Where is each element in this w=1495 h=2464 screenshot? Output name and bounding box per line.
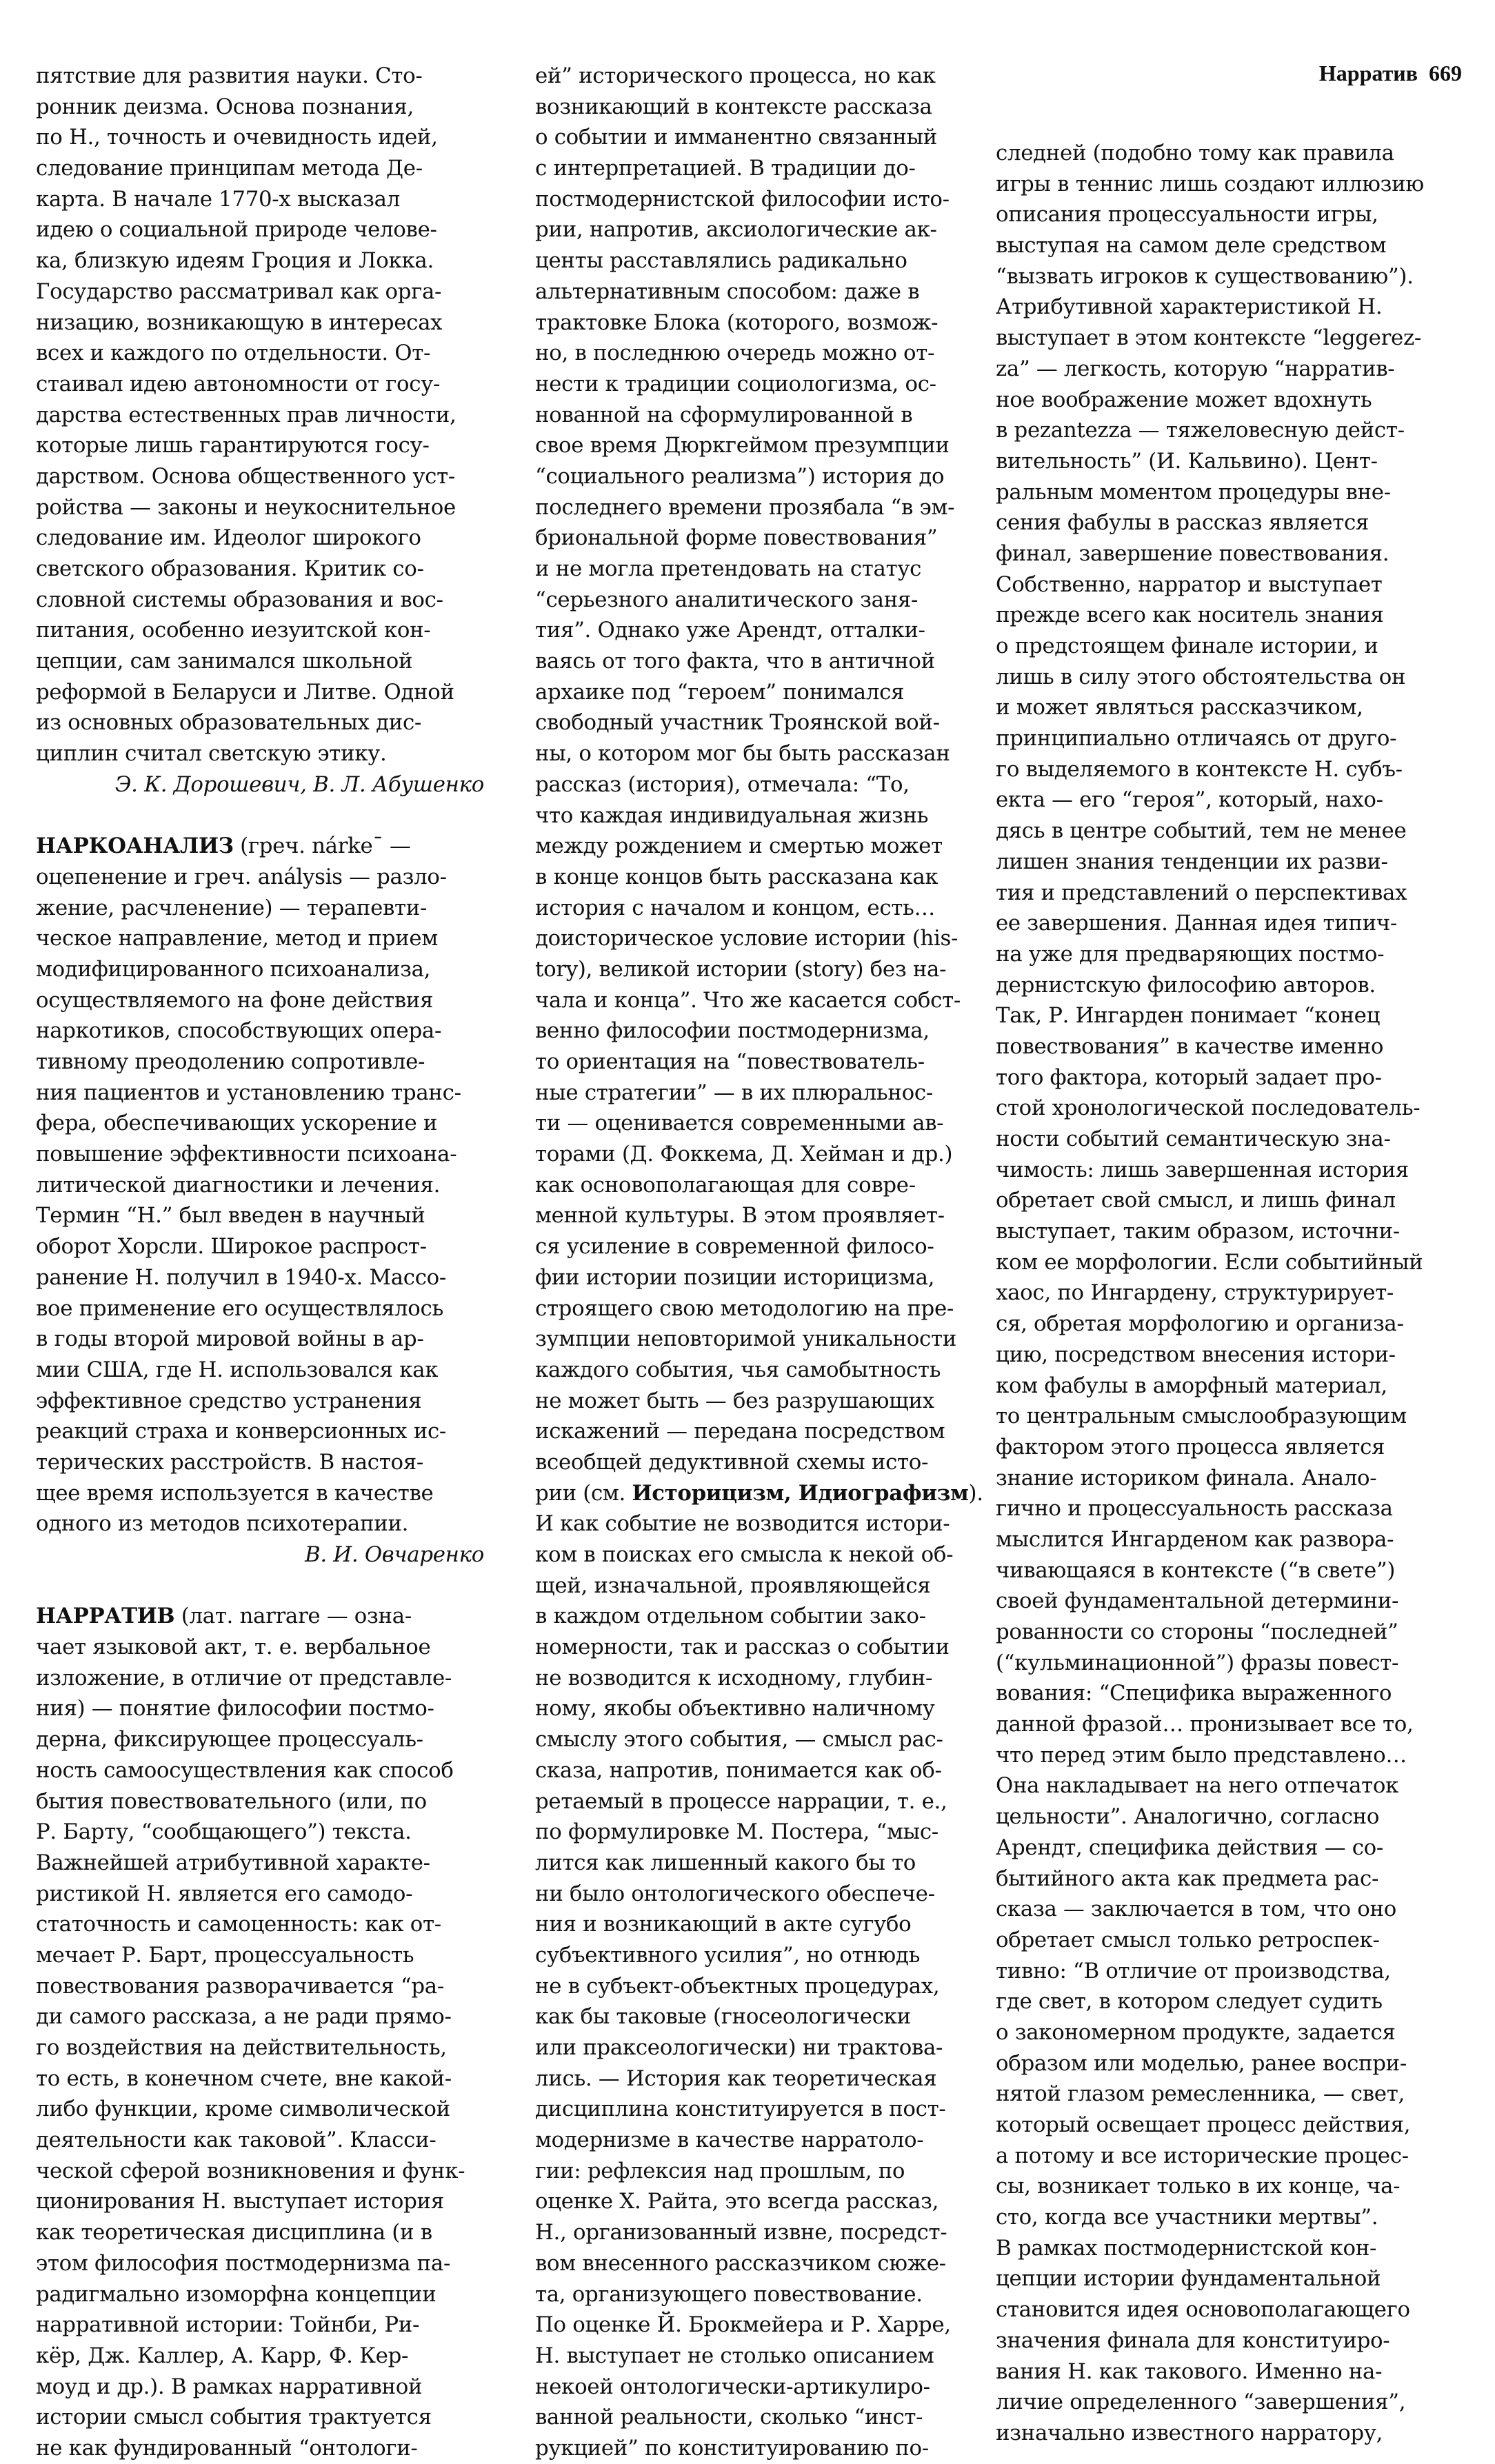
text-line: по Н., точность и очевидность идей,	[36, 125, 438, 150]
text-line: вания Н. как такового. Именно на-	[996, 2359, 1383, 2384]
text-line: щее время используется в качестве	[36, 1480, 434, 1506]
text-line: то ориентация на “повествователь-	[535, 1049, 925, 1074]
author-signature-1: Э. К. Дорошевич, В. Л. Абушенко	[114, 771, 484, 797]
text-line: ческой сферой возникновения и функ-	[36, 2158, 465, 2183]
text-line: фера, обеспечивающих ускорение и	[36, 1111, 438, 1136]
text-line: ному, якобы объективно наличному	[535, 1696, 935, 1721]
text-line: питания, особенно иезуитской кон-	[36, 618, 431, 643]
text-line: ванной реальности, сколько “инст-	[535, 2405, 923, 2430]
text-line: по формулировке М. Постера, “мыс-	[535, 1819, 939, 1845]
text-line: значения финала для конституиро-	[996, 2327, 1390, 2353]
text-line: принципиально отличаясь от друго-	[996, 726, 1397, 751]
text-line: данной фразой… пронизывает все то,	[996, 1712, 1414, 1737]
text-line: субъективного усилия”, но отнюдь	[535, 1942, 921, 1968]
text-line: ди самого рассказа, а не ради прямо-	[36, 2004, 452, 2030]
text-line: ни было онтологического обеспече-	[535, 1881, 935, 1906]
text-line: ные стратегии” — в их плюральнос-	[535, 1080, 933, 1105]
text-line: смыслу этого события, — смысл рас-	[535, 1727, 943, 1753]
text-segment: (лат. narrare — озна-	[174, 1604, 412, 1629]
text-line: на уже для предваряющих постмо-	[996, 941, 1385, 967]
text-line: ния пациентов и установлению транс-	[36, 1080, 461, 1105]
text-line: модифицированного психоанализа,	[36, 956, 431, 982]
text-line: каждого события, чья самобытность	[535, 1357, 941, 1382]
text-line: своей фундаментальной детермини-	[996, 1588, 1399, 1614]
text-line: рассказ (история), отмечала: “То,	[535, 771, 910, 797]
column-3	[996, 138, 1444, 2449]
text-line: финал, завершение повествования.	[996, 541, 1389, 566]
text-line: следней (подобно тому как правила	[996, 141, 1394, 165]
author-signature-2: В. И. Овчаренко	[305, 1542, 484, 1567]
text-line: та, организующего повествование.	[535, 2281, 923, 2307]
text-line: между рождением и смертью может	[535, 834, 943, 859]
entry-gap	[36, 800, 484, 831]
text-line: следование принципам метода Де-	[36, 156, 423, 181]
text-line: знание историком финала. Анало-	[996, 1465, 1377, 1491]
text-line: цепции, сам занимался школьной	[36, 649, 413, 674]
text-line: дернистскую философию авторов.	[996, 972, 1376, 998]
text-line: цепции истории фундаментальной	[996, 2266, 1381, 2292]
text-line: za” — легкость, которую “нарратив-	[996, 356, 1395, 381]
text-line: ся усиление в современной филосо-	[535, 1234, 934, 1260]
text-line: искажений — передана посредством	[535, 1419, 945, 1444]
text-line: (“кульминационной”) фразы повест-	[996, 1650, 1399, 1675]
text-line: гии: рефлексия над прошлым, по	[535, 2158, 905, 2183]
text-line: в каждом отдельном событии зако-	[535, 1604, 926, 1629]
text-line: где свет, в котором следует судить	[996, 1989, 1383, 2014]
text-line: личие определенного “завершения”,	[996, 2390, 1406, 2415]
text-line: в конце концов быть рассказана как	[535, 864, 939, 889]
text-line: вительность” (И. Кальвино). Цент-	[996, 448, 1378, 474]
text-line: повышение эффективности психоана-	[36, 1142, 457, 1167]
text-line: кёр, Дж. Каллер, А. Карр, Ф. Кер-	[36, 2343, 409, 2368]
text-line: венно философии постмодернизма,	[535, 1018, 930, 1044]
text-line: ронник деизма. Основа познания,	[36, 94, 414, 119]
text-line: И как событие не возводится истори-	[535, 1511, 950, 1537]
text-line: ком в поисках его смысла к некой об-	[535, 1542, 954, 1567]
text-line: описания процессуальности игры,	[996, 202, 1378, 228]
text-line: менной культуры. В этом проявляет-	[535, 1203, 945, 1229]
text-line: повествования” в качестве именно	[996, 1033, 1384, 1059]
text-line: не как фундированный “онтологи-	[36, 2435, 418, 2461]
text-line: Р. Барту, “сообщающего”) текста.	[36, 1819, 412, 1845]
text-line: тия и представлений о перспективах	[996, 880, 1407, 905]
entry-gap	[36, 1571, 484, 1602]
text-line: нарративной истории: Тойнби, Ри-	[36, 2312, 420, 2338]
text-line: щей, изначальной, проявляющейся	[535, 1573, 931, 1598]
text-line: тивно: “В отличие от производства,	[996, 1958, 1391, 1983]
text-line: реформой в Беларуси и Литве. Одной	[36, 679, 454, 705]
text-line: лишен знания тенденции их разви-	[996, 849, 1388, 874]
text-line: низацию, возникающую в интересах	[36, 310, 443, 335]
text-line: становится идея основополагающего	[996, 2297, 1410, 2323]
entry-title-narrativ: НАРРАТИВ	[36, 1604, 175, 1629]
text-line: выступая на самом деле средством	[996, 233, 1387, 259]
text-line: ционирования Н. выступает история	[36, 2189, 444, 2214]
text-line: обретает смысл только ретроспек-	[996, 1927, 1380, 1952]
text-line: пятствие для развития науки. Сто-	[36, 63, 423, 88]
text-line: которые лишь гарантируются госу-	[36, 433, 430, 458]
text-line: свободный участник Троянской вой-	[535, 710, 940, 736]
text-line: Важнейшей атрибутивной характе-	[36, 1850, 430, 1875]
text-line: прежде всего как носитель знания	[996, 603, 1384, 628]
text-line: мии США, где Н. использовался как	[36, 1357, 439, 1382]
text-line: ния и возникающий в акте сугубо	[535, 1912, 912, 1937]
text-line: а потому и все исторические процес-	[996, 2143, 1409, 2168]
text-line: торами (Д. Фоккема, Д. Хейман и др.)	[535, 1142, 953, 1167]
text-line: этом философия постмодернизма па-	[36, 2250, 451, 2276]
text-line: идею о социальной природе челове-	[36, 217, 437, 243]
text-line: “серьезного аналитического заня-	[535, 587, 919, 612]
text-line: хаос, по Ингардену, структурирует-	[996, 1280, 1394, 1306]
text-line: как бы таковые (гносеологически	[535, 2004, 911, 2030]
text-line: истории смысл события трактуется	[36, 2405, 432, 2430]
text-line: ральным моментом процедуры вне-	[996, 479, 1391, 505]
text-line: дисциплина конституируется в пост-	[535, 2097, 946, 2122]
text-line: словной системы образования и вос-	[36, 587, 443, 612]
text-line: вования: “Специфика выраженного	[996, 1681, 1392, 1706]
text-line: Н. выступает не столько описанием	[535, 2343, 934, 2368]
text-line: рукцией” по конституированию по-	[535, 2435, 929, 2461]
text-line: Государство рассматривал как орга-	[36, 279, 442, 304]
text-line: статочность и самоценность: как от-	[36, 1912, 441, 1937]
text-line: сказа, напротив, понимается как об-	[535, 1757, 942, 1783]
text-line: терических расстройств. В настоя-	[36, 1449, 423, 1475]
text-line: история с началом и концом, есть…	[535, 895, 935, 920]
text-line: ком ее морфологии. Если событийный	[996, 1249, 1423, 1275]
text-line: о закономерном продукте, задается	[996, 2019, 1396, 2045]
text-line: всеобщей дедуктивной схемы исто-	[535, 1449, 929, 1475]
text-line: рии, напротив, аксиологические ак-	[535, 217, 937, 243]
entry-narkoanaliz	[36, 831, 484, 1539]
text-line: который освещает процесс действия,	[996, 2112, 1411, 2137]
text-line: тивному преодолению сопротивле-	[36, 1049, 425, 1074]
text-line: или праксеологически) ни трактова-	[535, 2035, 943, 2060]
text-line: сказа — заключается в том, что оно	[996, 1897, 1397, 1922]
text-line: цельности”. Аналогично, согласно	[996, 1804, 1380, 1830]
text-line: Термин “Н.” был введен в научный	[36, 1203, 425, 1229]
text-line: не может быть — без разрушающих	[535, 1388, 934, 1413]
text-line: ческое направление, метод и прием	[36, 926, 438, 951]
column-1	[36, 61, 484, 2464]
text-segment: ).	[968, 1480, 983, 1506]
text-line: в pezantezza — тяжеловесную дейст-	[996, 418, 1405, 443]
text-line: ее завершения. Данная идея типич-	[996, 911, 1398, 936]
text-line: то есть, в конечном счете, вне какой-	[36, 2066, 452, 2091]
text-line: архаике под “героем” понимался	[535, 679, 905, 705]
text-line: радигмально изоморфна концепции	[36, 2281, 437, 2307]
text-line: некоей онтологически-артикулиро-	[535, 2374, 930, 2399]
text-line: выступает, таким образом, источни-	[996, 1219, 1400, 1244]
text-line: вом внесенного рассказчиком сюже-	[535, 2250, 946, 2276]
text-line: не возводится к исходному, глубин-	[535, 1665, 933, 1690]
text-line: свое время Дюркгеймом презумпции	[535, 433, 950, 458]
text-line: зумпции неповторимой уникальности	[535, 1326, 956, 1352]
text-line: Арендт, специфика действия — со-	[996, 1835, 1383, 1860]
text-line: повествования разворачивается “ра-	[36, 1973, 444, 1999]
text-line: дарства естественных прав личности,	[36, 402, 456, 427]
text-line: стаивал идею автономности от госу-	[36, 371, 441, 396]
text-line: Атрибутивной характеристикой Н.	[996, 294, 1383, 320]
entry-narrativ	[36, 1601, 484, 2463]
see-also-line	[535, 1478, 983, 1509]
text-line: мыслится Ингарденом как развора-	[996, 1526, 1394, 1552]
text-line: ристикой Н. является его самодо-	[36, 1881, 413, 1906]
text-line: последнего времени прозябала “в эм-	[535, 494, 955, 520]
text-line: о событии и имманентно связанный	[535, 125, 937, 150]
text-line: В рамках постмодернистской кон-	[996, 2235, 1377, 2261]
text-line: дясь в центре событий, тем не менее	[996, 818, 1407, 844]
running-head-title: Нарратив	[1318, 61, 1418, 85]
entry-title-narkoanaliz: НАРКОАНАЛИЗ	[36, 834, 234, 859]
text-line: чает языковой акт, т. е. вербальное	[36, 1635, 431, 1660]
text-line: следование им. Идеолог широкого	[36, 525, 421, 551]
text-segment: (греч. nárke¯ —	[233, 834, 411, 859]
text-line: ком фабулы в аморфный материал,	[996, 1373, 1387, 1398]
column-1-continuation	[36, 61, 484, 769]
text-line: образом или моделью, ранее воспри-	[996, 2050, 1407, 2076]
text-line: Н., организованный извне, посредст-	[535, 2220, 947, 2245]
text-line: оценке Х. Райта, это всегда рассказ,	[535, 2189, 939, 2214]
text-line: либо функции, кроме символической	[36, 2097, 450, 2122]
text-line: как основополагающая для совре-	[535, 1172, 916, 1198]
entry-heading-line	[36, 831, 484, 862]
text-line: фактором этого процесса является	[996, 1434, 1385, 1460]
text-line: что каждая индивидуальная жизнь	[535, 802, 929, 828]
text-line: ное воображение может вдохнуть	[996, 387, 1372, 412]
text-line: чала и конца”. Что же касается собст-	[535, 987, 961, 1013]
text-line: ранение Н. получил в 1940-х. Массо-	[36, 1264, 447, 1290]
text-line: Собственно, нарратор и выступает	[996, 572, 1383, 597]
text-line: бытийного акта как предмета рас-	[996, 1866, 1379, 1891]
text-line: и не могла претендовать на статус	[535, 556, 922, 581]
text-line: цию, посредством внесения истори-	[996, 1342, 1396, 1367]
text-line: нятой глазом ремесленника, — свет,	[996, 2081, 1405, 2107]
text-line: Так, Р. Ингарден понимает “конец	[996, 1003, 1381, 1029]
text-line: то центральным смыслообразующим	[996, 1404, 1407, 1429]
text-line: как теоретическая дисциплина (и в	[36, 2220, 432, 2245]
text-line: альтернативным способом: даже в	[535, 279, 920, 304]
text-line: и может являться рассказчиком,	[996, 695, 1363, 720]
text-line: из основных образовательных дис-	[36, 710, 422, 736]
text-line: осуществляемого на фоне действия	[36, 987, 434, 1013]
text-line: сы, возникает только в их конце, ча-	[996, 2174, 1401, 2199]
entry-heading-line	[36, 1601, 484, 1632]
text-line: вое применение его осуществлялось	[36, 1295, 443, 1321]
text-line: “социального реализма”) история до	[535, 463, 945, 489]
text-line: сения фабулы в рассказ является	[996, 510, 1369, 536]
text-line: тия”. Однако уже Арендт, отталки-	[535, 618, 925, 643]
text-line: что перед этим было представлено…	[996, 1742, 1407, 1768]
text-line: ретаемый в процессе наррации, т. е.,	[535, 1788, 947, 1814]
text-line: жение, расчленение) — терапевти-	[36, 895, 428, 920]
text-line: деятельности как таковой”. Класси-	[36, 2128, 437, 2153]
text-line: трактовке Блока (которого, возмож-	[535, 310, 939, 335]
text-line: всех и каждого по отдельности. От-	[36, 341, 431, 366]
text-line: того фактора, который задает про-	[996, 1064, 1382, 1090]
text-line: бриональной форме повествования”	[535, 525, 938, 551]
text-line: обретает свой смысл, и лишь финал	[996, 1188, 1396, 1213]
text-line: “вызвать игроков к существованию”).	[996, 263, 1414, 289]
text-line: tory), великой истории (story) без на-	[535, 956, 947, 982]
text-line: ния) — понятие философии постмо-	[36, 1696, 434, 1721]
text-line: оцепенение и греч. análysis — разло-	[36, 864, 447, 889]
text-line: в годы второй мировой войны в ар-	[36, 1326, 424, 1352]
text-segment: рии (см.	[535, 1480, 632, 1506]
text-line: лишь в силу этого обстоятельства он	[996, 664, 1406, 689]
text-line: сто, когда все участники мертвы”.	[996, 2205, 1378, 2230]
text-line: выступает в этом контексте “leggerez-	[996, 325, 1421, 351]
running-head	[1262, 59, 1462, 90]
text-line: ности событий семантическую зна-	[996, 1127, 1391, 1151]
text-line: оборот Хорсли. Широкое распрост-	[36, 1234, 427, 1260]
see-also-links: Историцизм, Идиографизм	[632, 1480, 969, 1506]
text-line: центы расставлялись радикально	[535, 248, 907, 274]
text-line: ей” исторического процесса, но как	[535, 63, 936, 88]
text-line: ны, о котором мог бы быть рассказан	[535, 741, 950, 767]
text-line: возникающий в контексте рассказа	[535, 94, 932, 119]
text-line: доисторическое условие истории (his-	[535, 926, 959, 951]
text-line: дарством. Основа общественного уст-	[36, 463, 455, 489]
text-line: карта. В начале 1770-х высказал	[36, 186, 400, 212]
text-line: бытия повествовательного (или, по	[36, 1788, 427, 1814]
text-line: не в субъект-объектных процедурах,	[535, 1973, 940, 1999]
text-line: чимость: лишь завершенная история	[996, 1157, 1409, 1182]
text-line: модернизме в качестве нарратоло-	[535, 2128, 924, 2153]
text-line: ся, обретая морфологию и организа-	[996, 1311, 1404, 1337]
text-line: изложение, в отличие от представле-	[36, 1665, 452, 1690]
text-line: чивающаяся в контексте (“в свете”)	[996, 1557, 1396, 1583]
text-line: нести к традиции социологизма, ос-	[535, 371, 936, 396]
text-line: литической диагностики и лечения.	[36, 1172, 441, 1198]
text-line: го воздействия на действительность,	[36, 2035, 447, 2060]
text-line: ройства — законы и неукоснительное	[36, 494, 456, 520]
text-line: дерна, фиксирующее процессуаль-	[36, 1727, 423, 1753]
text-line: одного из методов психотерапии.	[36, 1511, 409, 1537]
text-line: но, в последнюю очередь можно от-	[535, 341, 935, 366]
text-line: игры в теннис лишь создают иллюзию	[996, 171, 1424, 196]
text-line: светского образования. Критик со-	[36, 556, 424, 581]
text-line: реакций страха и конверсионных ис-	[36, 1419, 447, 1444]
text-line: постмодернистской философии исто-	[535, 186, 950, 212]
text-line: ти — оценивается современными ав-	[535, 1111, 944, 1136]
text-line: лись. — История как теоретическая	[535, 2066, 937, 2091]
text-line: с интерпретацией. В традиции до-	[535, 156, 916, 181]
text-line: гично и процессуальность рассказа	[996, 1496, 1393, 1522]
text-line: нованной на сформулированной в	[535, 402, 913, 427]
column-2	[535, 61, 983, 2464]
text-line: ваясь от того факта, что в античной	[535, 649, 935, 674]
text-line: о предстоящем финале истории, и	[996, 634, 1378, 658]
text-line: По оценке Й. Брокмейера и Р. Харре,	[535, 2312, 951, 2338]
text-line: лится как лишенный какого бы то	[535, 1850, 916, 1875]
text-line: екта — его “героя”, который, нахо-	[996, 787, 1383, 813]
text-line: строящего свою методологию на пре-	[535, 1295, 954, 1321]
text-line: мечает Р. Барт, процессуальность	[36, 1942, 414, 1968]
text-line: изначально известного нарратору,	[996, 2420, 1383, 2445]
text-line: наркотиков, способствующих опера-	[36, 1018, 442, 1044]
page-number: 669	[1429, 61, 1462, 85]
text-line: рованности со стороны “последней”	[996, 1619, 1398, 1644]
text-line: го выделяемого в контексте Н. субъ-	[996, 756, 1403, 782]
text-line: фии истории позиции историцизма,	[535, 1264, 935, 1290]
text-line: стой хронологической последователь-	[996, 1095, 1421, 1121]
text-line: ность самоосуществления как способ	[36, 1757, 454, 1783]
text-line: циплин считал светскую этику.	[36, 741, 387, 767]
text-line: ка, близкую идеям Гроция и Локка.	[36, 248, 434, 274]
text-line: Она накладывает на него отпечаток	[996, 1773, 1399, 1799]
text-line: эффективное средство устранения	[36, 1388, 422, 1413]
text-line: номерности, так и рассказ о событии	[535, 1635, 950, 1660]
text-line: моуд и др.). В рамках нарративной	[36, 2374, 423, 2399]
